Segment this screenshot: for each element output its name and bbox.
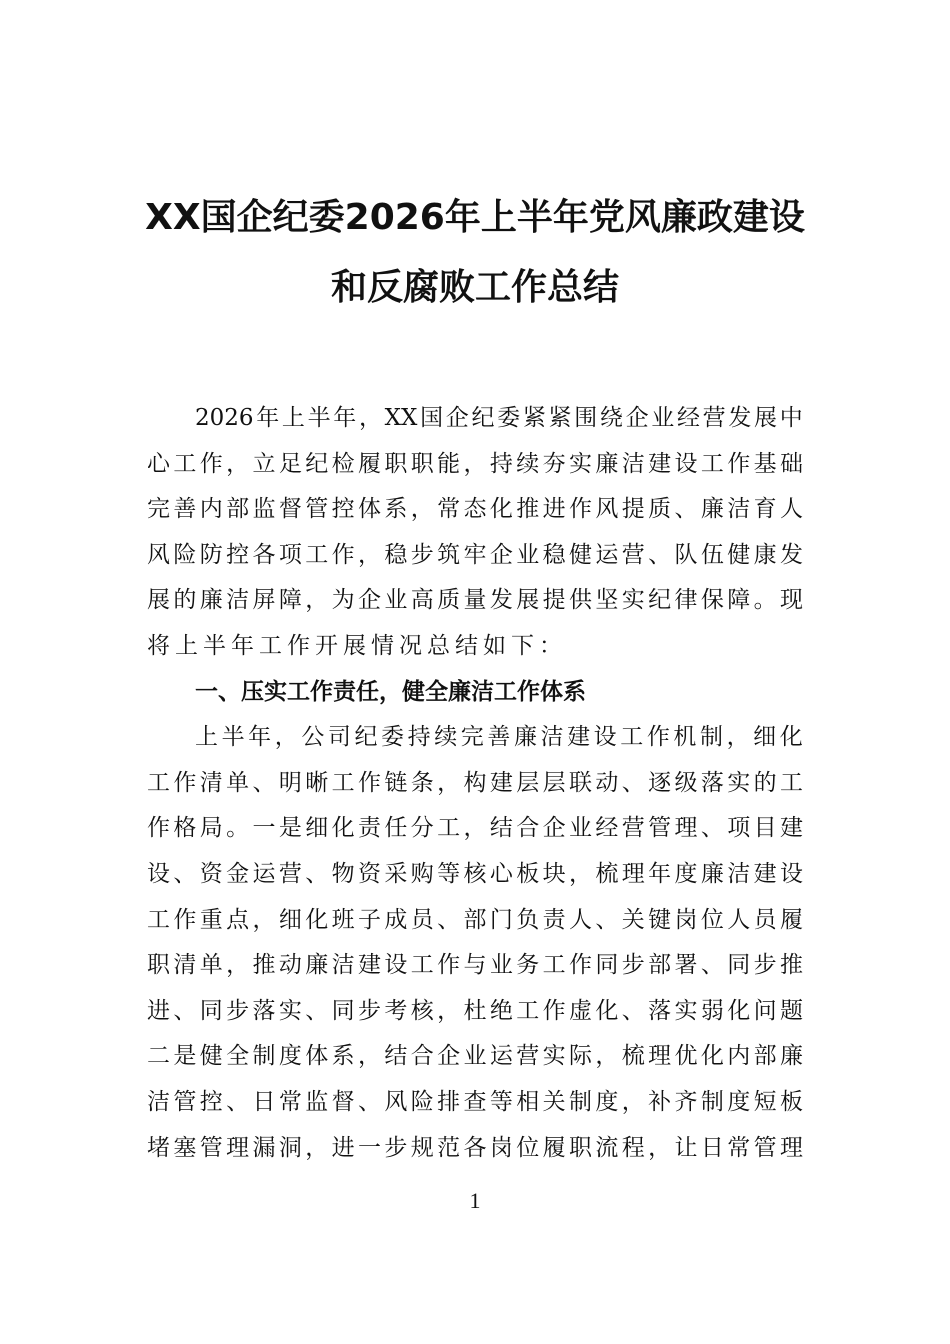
text-line: 工 作 重 点 ， 细 化 班 子 成 员 、 部 门 负 责 人 、 关 键 岗 位 人 员 履 <box>147 906 803 933</box>
page-number: 1 <box>469 1188 481 1213</box>
paragraph-section-1 <box>147 715 803 1171</box>
text-line: 2026 年 上 半 年 ， XX 国 企 纪 委 紧 紧 围 绕 企 业 经 营 发 展 中 <box>195 405 803 431</box>
text-line: 风 险 防 控 各 项 工 作 ， 稳 步 筑 牢 企 业 稳 健 运 营 、 队 伍 健 康 发 <box>147 541 803 568</box>
paragraph-intro <box>147 396 803 670</box>
text-line: 洁 管 控 、 日 常 监 督 、 风 险 排 查 等 相 关 制 度 ， 补 齐 制 度 短 板 <box>147 1088 803 1115</box>
text-line: 上 半 年 ， 公 司 纪 委 持 续 完 善 廉 洁 建 设 工 作 机 制 ， 细 化 <box>195 724 803 751</box>
text-line: 职 清 单 ， 推 动 廉 洁 建 设 工 作 与 业 务 工 作 同 步 部 署 、 同 步 推 <box>147 952 803 979</box>
document-body <box>147 396 803 1171</box>
section-heading: 一、压实工作责任，健全廉洁工作体系 <box>195 678 586 705</box>
text-line: 作 格 局 。 一 是 细 化 责 任 分 工 ， 结 合 企 业 经 营 管 理 、 项 目 建 <box>147 815 803 842</box>
document-title-line-1: XX国企纪委2026年上半年党风廉政建设 <box>145 197 805 238</box>
text-line: 设 、 资 金 运 营 、 物 资 采 购 等 核 心 板 块 ， 梳 理 年 度 廉 洁 建 设 <box>147 860 803 887</box>
document-title-line-2: 和反腐败工作总结 <box>330 267 619 308</box>
text-line: 展 的 廉 洁 屏 障 ， 为 企 业 高 质 量 发 展 提 供 坚 实 纪 律 保 障 。 现 <box>147 587 803 614</box>
text-line: 完 善 内 部 监 督 管 控 体 系 ， 常 态 化 推 进 作 风 提 质 、 廉 洁 育 人 <box>147 496 803 523</box>
text-line: 进 、 同 步 落 实 、 同 步 考 核 ， 杜 绝 工 作 虚 化 、 落 实 弱 化 问 题 <box>147 997 803 1024</box>
text-line: 工 作 清 单 、 明 晰 工 作 链 条 ， 构 建 层 层 联 动 、 逐 级 落 实 的 工 <box>147 769 803 796</box>
text-line: 二 是 健 全 制 度 体 系 ， 结 合 企 业 运 营 实 际 ， 梳 理 优 化 内 部 廉 <box>147 1043 803 1070</box>
text-line: 将上半年工作开展情况总结如下： <box>147 632 567 659</box>
text-line: 心 工 作 ， 立 足 纪 检 履 职 职 能 ， 持 续 夯 实 廉 洁 建 设 工 作 基 础 <box>147 450 803 477</box>
text-line: 堵 塞 管 理 漏 洞 ， 进 一 步 规 范 各 岗 位 履 职 流 程 ， 让 日 常 管 理 <box>147 1134 803 1161</box>
